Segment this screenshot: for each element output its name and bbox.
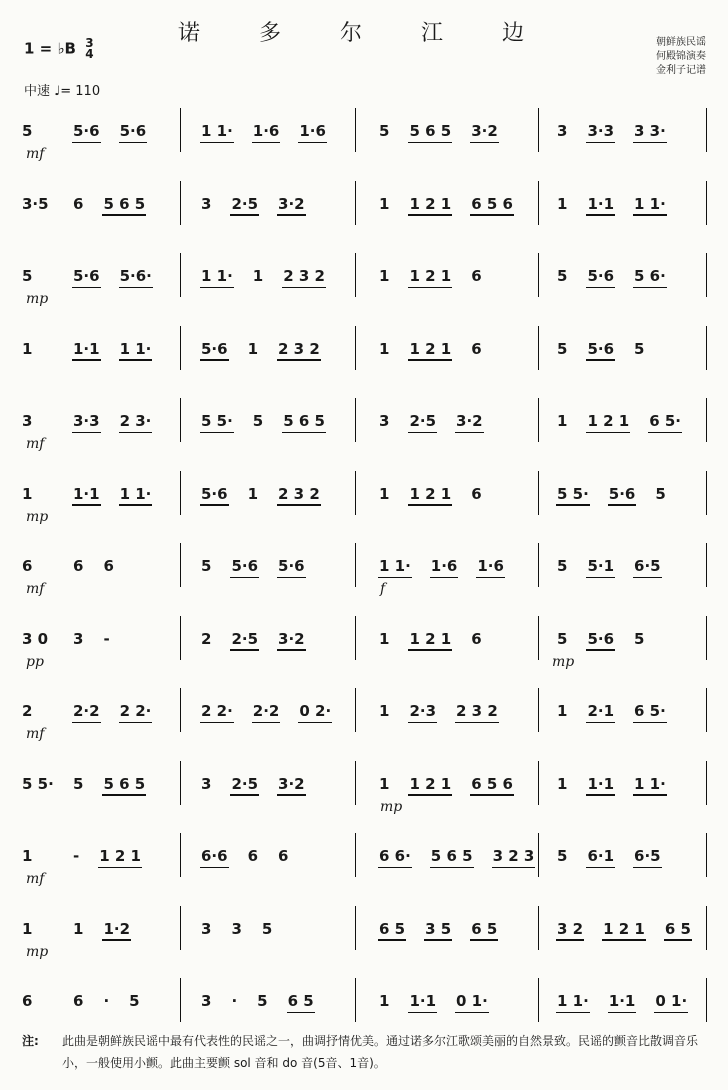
note: 3 5 bbox=[425, 919, 452, 938]
note: 1 bbox=[247, 339, 259, 358]
measure bbox=[72, 340, 152, 358]
note: 5 bbox=[634, 629, 645, 648]
note: 1 bbox=[557, 412, 568, 430]
note: - bbox=[103, 629, 110, 648]
note: 3 bbox=[201, 919, 212, 938]
dynamic-marking: mf bbox=[26, 871, 45, 887]
bar-line bbox=[180, 326, 181, 370]
measure bbox=[556, 340, 645, 358]
measure bbox=[200, 847, 289, 865]
note: 2 2· bbox=[201, 702, 233, 720]
note: 6 bbox=[103, 557, 114, 575]
measure bbox=[200, 992, 315, 1010]
bar-line bbox=[355, 906, 356, 950]
bar-line bbox=[180, 108, 181, 152]
measure bbox=[556, 630, 645, 648]
note: 2·2 bbox=[252, 702, 280, 720]
bar-line bbox=[706, 616, 707, 660]
note: 2 2· bbox=[119, 702, 152, 720]
score-row bbox=[0, 616, 728, 676]
note: 3 bbox=[557, 122, 568, 140]
note: 5 bbox=[557, 267, 568, 285]
bar-line bbox=[180, 906, 181, 950]
note: 5·6 bbox=[608, 484, 636, 503]
bar-line bbox=[355, 398, 356, 442]
measure bbox=[556, 195, 667, 213]
note: 1·1 bbox=[608, 992, 636, 1010]
note: 3 bbox=[201, 992, 212, 1010]
footnote-label: 注: bbox=[22, 1034, 39, 1048]
note: 1 2 1 bbox=[409, 267, 452, 285]
bar-line bbox=[706, 471, 707, 515]
note: 1 bbox=[379, 484, 390, 503]
note: 5 bbox=[261, 919, 273, 938]
measure bbox=[72, 847, 142, 865]
bar-line bbox=[355, 543, 356, 587]
note: 1 1· bbox=[119, 339, 152, 358]
note: 1 bbox=[379, 702, 390, 720]
measure bbox=[378, 992, 489, 1010]
note: · bbox=[231, 992, 238, 1010]
score-row bbox=[0, 253, 728, 313]
measure bbox=[378, 630, 483, 648]
measure bbox=[378, 340, 483, 358]
note: 1 bbox=[379, 267, 390, 285]
measure bbox=[200, 485, 321, 503]
note: 0 1· bbox=[456, 992, 488, 1010]
note: 5 6 5 bbox=[409, 122, 452, 140]
note: 1·6 bbox=[252, 122, 280, 140]
note: 1·1 bbox=[73, 339, 100, 358]
bar-line bbox=[355, 616, 356, 660]
score-row bbox=[0, 906, 728, 966]
note: 5 bbox=[129, 992, 140, 1010]
row-lead-note: 5 5· bbox=[22, 774, 54, 793]
note: 3·2 bbox=[456, 412, 483, 430]
measure bbox=[200, 122, 327, 140]
note: 3 bbox=[201, 774, 212, 793]
measure bbox=[378, 847, 535, 865]
bar-line bbox=[355, 978, 356, 1022]
dynamic-marking: pp bbox=[26, 653, 44, 670]
note: 1 1· bbox=[201, 122, 233, 140]
note: 1 bbox=[557, 702, 568, 720]
bar-line bbox=[706, 543, 707, 587]
note: 3 3· bbox=[634, 122, 666, 140]
measure bbox=[556, 122, 667, 140]
note: 3·2 bbox=[278, 629, 305, 648]
note: 1 2 1 bbox=[99, 847, 141, 865]
bar-line bbox=[180, 688, 181, 732]
dynamic-marking: mp bbox=[26, 943, 49, 960]
measure bbox=[378, 267, 483, 285]
note: 5 5· bbox=[557, 484, 589, 503]
note: 6 bbox=[73, 992, 84, 1010]
note: 0 2· bbox=[299, 702, 332, 720]
dynamic-marking: mf bbox=[26, 146, 45, 162]
note: 6·1 bbox=[587, 847, 615, 865]
note: 5 6· bbox=[634, 267, 666, 285]
note: 5 6 5 bbox=[283, 412, 325, 430]
note: 1 1· bbox=[201, 267, 233, 285]
measure bbox=[378, 702, 499, 720]
note: 5 bbox=[379, 122, 390, 140]
note: 1 2 1 bbox=[409, 629, 452, 648]
note: 1·6 bbox=[477, 557, 504, 575]
note: 1 1· bbox=[634, 774, 666, 793]
note: 5·6 bbox=[278, 557, 305, 575]
bar-line bbox=[538, 471, 539, 515]
measure bbox=[378, 412, 484, 430]
note: 2·2 bbox=[73, 702, 100, 720]
measure bbox=[556, 267, 667, 285]
bar-line bbox=[180, 761, 181, 805]
measure bbox=[200, 267, 326, 285]
note: 1·1 bbox=[73, 484, 100, 503]
bar-line bbox=[355, 761, 356, 805]
note: 1 bbox=[379, 774, 390, 793]
dynamic-marking: mp bbox=[26, 508, 49, 525]
note: 6 5· bbox=[634, 702, 666, 720]
note: 5 6 5 bbox=[103, 774, 146, 793]
key-signature bbox=[24, 38, 94, 60]
note: 6 bbox=[278, 847, 289, 865]
note: 1 bbox=[379, 629, 390, 648]
note: 2·5 bbox=[231, 774, 259, 793]
dynamic-marking: mp bbox=[380, 798, 403, 815]
note: 6 bbox=[471, 267, 482, 285]
note: 5·6 bbox=[119, 122, 147, 140]
measure bbox=[556, 920, 692, 938]
bar-line bbox=[538, 543, 539, 587]
score-row bbox=[0, 326, 728, 386]
row-lead-note: 1 bbox=[22, 484, 33, 503]
note: 1 bbox=[557, 774, 568, 793]
row-lead-note: 6 bbox=[22, 992, 33, 1010]
note: 5 bbox=[655, 484, 666, 503]
note: 3 bbox=[379, 412, 390, 430]
measure bbox=[378, 920, 498, 938]
note: 1 bbox=[247, 484, 259, 503]
note: 6 5 bbox=[287, 992, 314, 1010]
note: 1 bbox=[73, 919, 84, 938]
measure bbox=[556, 992, 688, 1010]
note: 5 bbox=[252, 412, 264, 430]
note: 5·6 bbox=[201, 339, 228, 358]
note: - bbox=[73, 847, 80, 865]
note: 5 bbox=[201, 557, 212, 575]
note: 5·6 bbox=[587, 339, 615, 358]
bar-line bbox=[538, 253, 539, 297]
row-lead-note: 3·5 bbox=[22, 194, 49, 213]
measure bbox=[200, 557, 306, 575]
row-lead-note: 1 bbox=[22, 919, 33, 938]
note: 3·2 bbox=[278, 194, 305, 213]
note: 6·6 bbox=[201, 847, 228, 865]
note: 5·6 bbox=[587, 629, 615, 648]
bar-line bbox=[538, 978, 539, 1022]
bar-line bbox=[538, 761, 539, 805]
measure bbox=[378, 485, 483, 503]
credit-transcriber: 金利子记谱 bbox=[656, 65, 706, 76]
row-lead-note: 5 bbox=[22, 267, 33, 285]
measure bbox=[556, 847, 662, 865]
note: 3 2 3 bbox=[492, 847, 535, 865]
measure bbox=[72, 702, 152, 720]
note: 1 2 1 bbox=[409, 484, 452, 503]
measure bbox=[378, 122, 499, 140]
bar-line bbox=[706, 108, 707, 152]
bar-line bbox=[706, 253, 707, 297]
note: 6 5· bbox=[649, 412, 681, 430]
measure bbox=[72, 412, 152, 430]
note: 5·6 bbox=[73, 267, 100, 285]
score-row bbox=[0, 181, 728, 241]
note: 2 3 2 bbox=[278, 484, 320, 503]
note: 1·1 bbox=[587, 194, 615, 213]
measure bbox=[72, 485, 152, 503]
note: 6 bbox=[471, 339, 482, 358]
measure bbox=[200, 702, 332, 720]
note: 3 bbox=[201, 194, 212, 213]
bar-line bbox=[706, 906, 707, 950]
bar-line bbox=[538, 326, 539, 370]
score-row bbox=[0, 833, 728, 893]
dynamic-marking: mp bbox=[26, 291, 49, 307]
dynamic-marking: f bbox=[380, 581, 386, 597]
note: 6 5 bbox=[664, 919, 691, 938]
bar-line bbox=[538, 181, 539, 225]
note: 6 6· bbox=[379, 847, 411, 865]
score-row bbox=[0, 471, 728, 531]
song-title: 诺 多 尔 江 边 bbox=[178, 21, 550, 46]
note: 0 1· bbox=[655, 992, 688, 1010]
note: 5·6 bbox=[231, 557, 259, 575]
measure bbox=[378, 557, 505, 575]
note: 2 3 2 bbox=[278, 339, 320, 358]
bar-line bbox=[180, 978, 181, 1022]
note: 5 bbox=[73, 774, 84, 793]
note: 1 bbox=[379, 339, 390, 358]
row-lead-note: 1 bbox=[22, 847, 33, 865]
note: 6 bbox=[247, 847, 259, 865]
bar-line bbox=[355, 833, 356, 877]
note: 1 2 1 bbox=[409, 194, 452, 213]
note: 2·5 bbox=[409, 412, 437, 430]
note: 2 3· bbox=[119, 412, 152, 430]
note: 6 5 bbox=[471, 919, 498, 938]
note: 3·2 bbox=[278, 774, 305, 793]
measure bbox=[200, 195, 306, 213]
note: 2·1 bbox=[587, 702, 615, 720]
measure bbox=[72, 920, 131, 938]
footnote-text: 此曲是朝鲜族民谣中最有代表性的民谣之一，曲调抒情优美。通过诺多尔江歌颂美丽的自然景致。民谣的颤音比散调音乐小，一般使用小颤。此曲主要颤 sol 音和 do 音(5音、1音)。 bbox=[62, 1034, 699, 1070]
note: 2 3 2 bbox=[456, 702, 498, 720]
bar-line bbox=[180, 398, 181, 442]
footnote bbox=[22, 1030, 702, 1074]
row-lead-note: 3 0 bbox=[22, 629, 49, 648]
note: 5·6 bbox=[587, 267, 615, 285]
note: 5 bbox=[557, 629, 568, 648]
note: 5 5· bbox=[201, 412, 233, 430]
note: 1 1· bbox=[379, 557, 411, 575]
measure bbox=[556, 775, 667, 793]
credits bbox=[656, 36, 706, 78]
note: 1 2 1 bbox=[587, 412, 630, 430]
note: 2 bbox=[201, 629, 212, 648]
measure bbox=[200, 340, 321, 358]
bar-line bbox=[706, 833, 707, 877]
note: 1 bbox=[557, 194, 568, 213]
note: 3 bbox=[73, 629, 84, 648]
bar-line bbox=[706, 688, 707, 732]
measure bbox=[72, 267, 153, 285]
measure bbox=[556, 702, 667, 720]
score-row bbox=[0, 108, 728, 168]
bar-line bbox=[706, 398, 707, 442]
bar-line bbox=[538, 906, 539, 950]
measure bbox=[72, 557, 115, 575]
note: 1 bbox=[252, 267, 264, 285]
note: 2·5 bbox=[231, 194, 259, 213]
bar-line bbox=[706, 326, 707, 370]
row-lead-note: 6 bbox=[22, 557, 33, 575]
measure bbox=[200, 920, 273, 938]
bar-line bbox=[180, 181, 181, 225]
note: 5 bbox=[257, 992, 268, 1010]
note: 5·6· bbox=[119, 267, 152, 285]
row-lead-note: 2 bbox=[22, 702, 33, 720]
note: · bbox=[103, 992, 110, 1010]
note: 6 bbox=[73, 557, 84, 575]
bar-line bbox=[538, 833, 539, 877]
measure bbox=[378, 775, 514, 793]
row-lead-note: 1 bbox=[22, 339, 33, 358]
note: 5 bbox=[557, 339, 568, 358]
measure bbox=[378, 195, 514, 213]
bar-line bbox=[180, 253, 181, 297]
measure bbox=[72, 122, 147, 140]
note: 1·2 bbox=[103, 919, 131, 938]
bar-line bbox=[706, 978, 707, 1022]
note: 6·5 bbox=[634, 847, 661, 865]
bar-line bbox=[355, 253, 356, 297]
note: 6 5 bbox=[379, 919, 406, 938]
measure bbox=[200, 775, 306, 793]
note: 1 1· bbox=[557, 992, 589, 1010]
dynamic-marking: mf bbox=[26, 726, 45, 742]
note: 3·3 bbox=[73, 412, 100, 430]
measure bbox=[200, 630, 306, 648]
bar-line bbox=[355, 688, 356, 732]
measure bbox=[72, 630, 111, 648]
time-signature: 3 4 bbox=[85, 36, 94, 61]
dynamic-marking: mp bbox=[552, 653, 575, 670]
bar-line bbox=[538, 398, 539, 442]
bar-line bbox=[538, 108, 539, 152]
note: 5 bbox=[557, 557, 568, 575]
measure bbox=[72, 195, 146, 213]
measure bbox=[556, 557, 662, 575]
note: 2·3 bbox=[409, 702, 437, 720]
bar-line bbox=[355, 326, 356, 370]
note: 1 1· bbox=[634, 194, 666, 213]
note: 5 6 5 bbox=[103, 194, 146, 213]
bar-line bbox=[355, 471, 356, 515]
note: 5·1 bbox=[587, 557, 615, 575]
measure bbox=[72, 992, 141, 1010]
key-label: 1 = ♭B bbox=[24, 39, 76, 58]
note: 3·3 bbox=[587, 122, 615, 140]
score-row bbox=[0, 761, 728, 821]
note: 6 5 6 bbox=[471, 774, 513, 793]
note: 6·5 bbox=[634, 557, 661, 575]
note: 1·6 bbox=[299, 122, 326, 140]
measure bbox=[72, 775, 146, 793]
note: 1 2 1 bbox=[409, 339, 452, 358]
measure bbox=[200, 412, 326, 430]
credit-performer: 何殿锦演奏 bbox=[656, 51, 706, 62]
note: 1 2 1 bbox=[603, 919, 645, 938]
credit-origin: 朝鲜族民谣 bbox=[656, 37, 706, 48]
note: 1 bbox=[379, 194, 390, 213]
dynamic-marking: mf bbox=[26, 581, 45, 597]
row-lead-note: 3 bbox=[22, 412, 33, 430]
bar-line bbox=[538, 616, 539, 660]
bar-line bbox=[180, 833, 181, 877]
note: 5 6 5 bbox=[430, 847, 473, 865]
note: 1·6 bbox=[430, 557, 458, 575]
bar-line bbox=[538, 688, 539, 732]
score-row bbox=[0, 398, 728, 458]
bar-line bbox=[355, 181, 356, 225]
note: 5·6 bbox=[201, 484, 228, 503]
measure bbox=[556, 412, 682, 430]
note: 5 bbox=[557, 847, 568, 865]
dynamic-marking: mf bbox=[26, 436, 45, 452]
note: 3·2 bbox=[471, 122, 498, 140]
bar-line bbox=[706, 181, 707, 225]
note: 1·1 bbox=[587, 774, 615, 793]
bar-line bbox=[355, 108, 356, 152]
bar-line bbox=[180, 471, 181, 515]
note: 3 2 bbox=[557, 919, 584, 938]
note: 6 bbox=[471, 629, 482, 648]
note: 5 bbox=[634, 339, 645, 358]
note: 1 1· bbox=[119, 484, 152, 503]
score-row bbox=[0, 543, 728, 603]
note: 6 5 6 bbox=[471, 194, 513, 213]
row-lead-note: 5 bbox=[22, 122, 33, 140]
note: 1 bbox=[379, 992, 390, 1010]
note: 2·5 bbox=[231, 629, 259, 648]
note: 6 bbox=[73, 194, 84, 213]
note: 2 3 2 bbox=[283, 267, 325, 285]
bar-line bbox=[706, 761, 707, 805]
bar-line bbox=[180, 543, 181, 587]
note: 6 bbox=[471, 484, 482, 503]
score-row bbox=[0, 688, 728, 748]
score-row bbox=[0, 978, 728, 1038]
note: 1·1 bbox=[409, 992, 437, 1010]
note: 1 2 1 bbox=[409, 774, 452, 793]
measure bbox=[556, 485, 667, 503]
bar-line bbox=[180, 616, 181, 660]
note: 5·6 bbox=[73, 122, 100, 140]
note: 3 bbox=[231, 919, 242, 938]
tempo-marking: 中速 ♩= 110 bbox=[24, 84, 101, 99]
